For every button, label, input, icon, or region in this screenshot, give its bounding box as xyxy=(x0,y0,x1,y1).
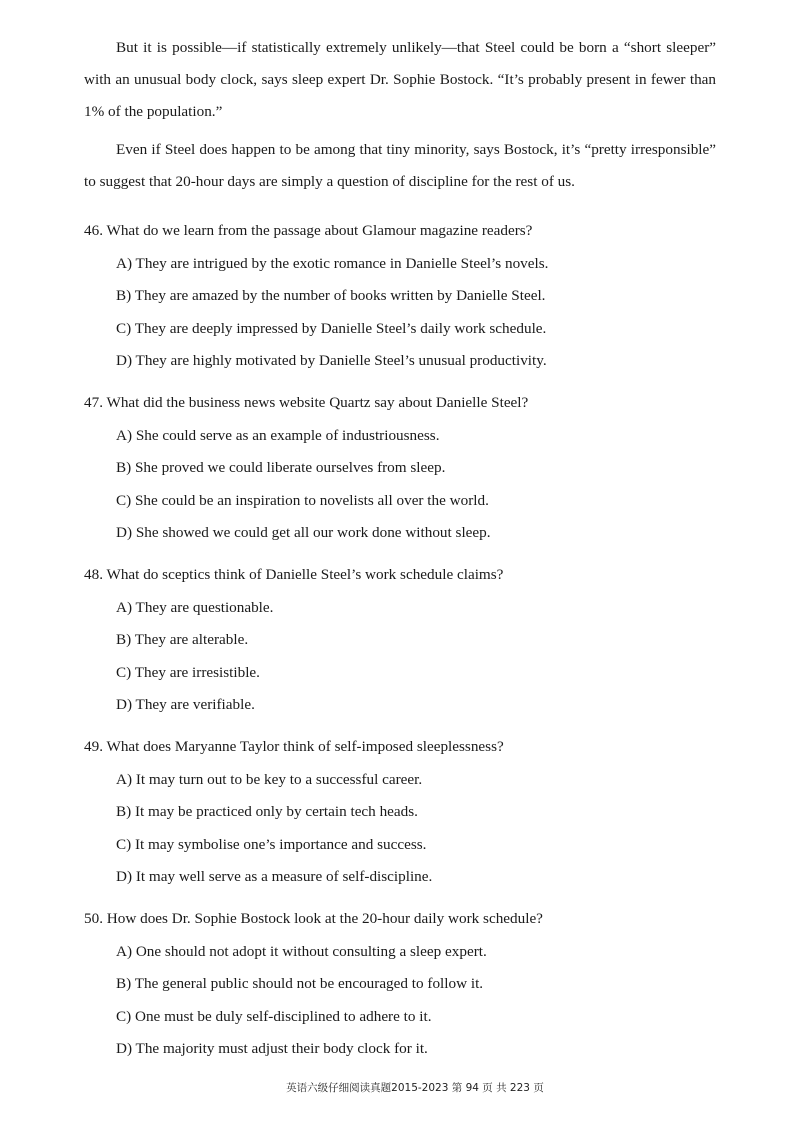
page-footer: 英语六级仔细阅读真题2015-2023 第 94 页 共 223 页 xyxy=(286,1082,544,1094)
answer-option-d: D) They are highly motivated by Danielle Steel’s unusual productivity. xyxy=(116,352,547,369)
passage-paragraph: Even if Steel does happen to be among that tiny minority, says Bostock, it’s “pretty irresponsible” to suggest that 20-hour days are simply a question of discipline for the rest of us. xyxy=(84,141,716,190)
answer-option-d: D) The majority must adjust their body clock for it. xyxy=(116,1040,428,1057)
answer-option-d: D) They are verifiable. xyxy=(116,696,255,713)
answer-option-a: A) She could serve as an example of industriousness. xyxy=(116,426,440,444)
question-47 xyxy=(84,393,724,543)
question-stem: 48. What do sceptics think of Danielle Steel’s work schedule claims? xyxy=(84,566,504,583)
question-50 xyxy=(84,909,724,1059)
answer-option-c: C) It may symbolise one’s importance and success. xyxy=(116,835,427,853)
answer-option-d: D) It may well serve as a measure of self-discipline. xyxy=(116,868,433,885)
answer-option-a: A) It may turn out to be key to a successful career. xyxy=(116,770,423,788)
question-stem: 47. What did the business news website Quartz say about Danielle Steel? xyxy=(84,394,529,411)
answer-option-b: B) They are alterable. xyxy=(116,631,249,648)
answer-option-b: B) It may be practiced only by certain tech heads. xyxy=(116,803,418,820)
question-stem: 49. What does Maryanne Taylor think of self-imposed sleeplessness? xyxy=(84,738,504,755)
answer-option-c: C) She could be an inspiration to novelists all over the world. xyxy=(116,491,489,509)
answer-option-b: B) She proved we could liberate ourselves from sleep. xyxy=(116,459,446,476)
question-46 xyxy=(84,221,724,371)
question-48 xyxy=(84,565,724,715)
answer-option-b: B) They are amazed by the number of books written by Danielle Steel. xyxy=(116,287,546,304)
answer-options xyxy=(84,598,724,716)
answer-options xyxy=(84,254,724,372)
answer-option-a: A) They are questionable. xyxy=(116,598,274,616)
answer-option-c: C) One must be duly self-disciplined to adhere to it. xyxy=(116,1007,432,1025)
question-49 xyxy=(84,737,724,887)
answer-options xyxy=(84,942,724,1060)
answer-options xyxy=(84,426,724,544)
answer-option-a: A) They are intrigued by the exotic romance in Danielle Steel’s novels. xyxy=(116,254,549,272)
answer-option-d: D) She showed we could get all our work done without sleep. xyxy=(116,524,491,541)
answer-option-a: A) One should not adopt it without consulting a sleep expert. xyxy=(116,942,487,960)
passage-paragraph: But it is possible—if statistically extremely unlikely—that Steel could be born a “short sleeper” with an unusual body clock, says sleep expert Dr. Sophie Bostock. “It’s probably present in fewer than 1% of the population.” xyxy=(84,39,716,120)
answer-options xyxy=(84,770,724,888)
answer-option-c: C) They are irresistible. xyxy=(116,663,260,681)
question-stem: 46. What do we learn from the passage about Glamour magazine readers? xyxy=(84,222,533,239)
answer-option-b: B) The general public should not be encouraged to follow it. xyxy=(116,975,484,992)
question-stem: 50. How does Dr. Sophie Bostock look at the 20-hour daily work schedule? xyxy=(84,910,543,927)
answer-option-c: C) They are deeply impressed by Danielle Steel’s daily work schedule. xyxy=(116,319,547,337)
